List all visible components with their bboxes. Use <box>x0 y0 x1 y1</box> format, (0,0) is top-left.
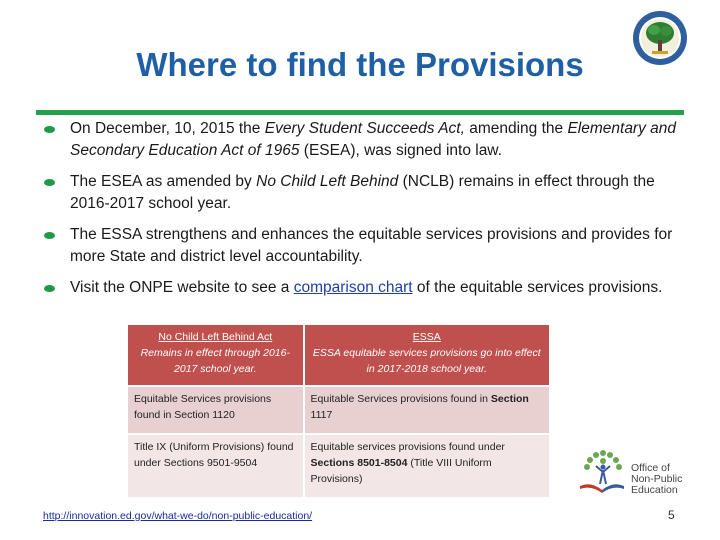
bullet-icon <box>44 179 55 186</box>
table-header-row <box>128 325 549 385</box>
header-cell-essa: ESSA ESSA equitable services provisions go into effect in 2017-2018 school year. <box>305 325 549 385</box>
department-of-education-seal-icon <box>632 10 688 66</box>
table-row <box>128 435 549 497</box>
table-cell: Equitable services provisions found under Sections 8501-8504 (Title VIII Uniform Provisions) <box>305 435 549 497</box>
onpe-website-link[interactable]: http://innovation.ed.gov/what-we-do/non-public-education/ <box>43 510 313 522</box>
bullet-icon <box>44 232 55 239</box>
page-number: 5 <box>668 508 675 522</box>
slide-title: Where to find the Provisions <box>136 46 584 83</box>
comparison-chart-link[interactable]: comparison chart <box>293 279 413 296</box>
bullet-item: The ESEA as amended by No Child Left Behind (NCLB) remains in effect through the 2016-2017 school year. <box>44 171 694 215</box>
onpe-tree-book-logo-icon <box>576 448 626 498</box>
bullet-icon <box>44 126 55 133</box>
bullet-list <box>44 118 694 308</box>
comparison-table <box>126 323 551 499</box>
table-cell: Title IX (Uniform Provisions) found under Sections 9501-9504 <box>128 435 303 497</box>
bullet-icon <box>44 285 55 292</box>
header-cell-nclb: No Child Left Behind Act Remains in effect through 2016-2017 school year. <box>128 325 303 385</box>
table-row <box>128 387 549 433</box>
bullet-item: The ESSA strengthens and enhances the equitable services provisions and provides for more State and district level accountability. <box>44 224 694 268</box>
onpe-logo-text: Office of Non-Public Education <box>631 462 683 496</box>
bullet-item: On December, 10, 2015 the Every Student Succeeds Act, amending the Elementary and Secondary Education Act of 1965 (ESEA), was signed into law. <box>44 118 694 162</box>
bullet-item: Visit the ONPE website to see a comparison chart of the equitable services provisions. <box>44 277 694 299</box>
table-cell: Equitable Services provisions found in Section 1120 <box>128 387 303 433</box>
title-divider <box>36 110 684 115</box>
table-cell: Equitable Services provisions found in Section 1117 <box>305 387 549 433</box>
